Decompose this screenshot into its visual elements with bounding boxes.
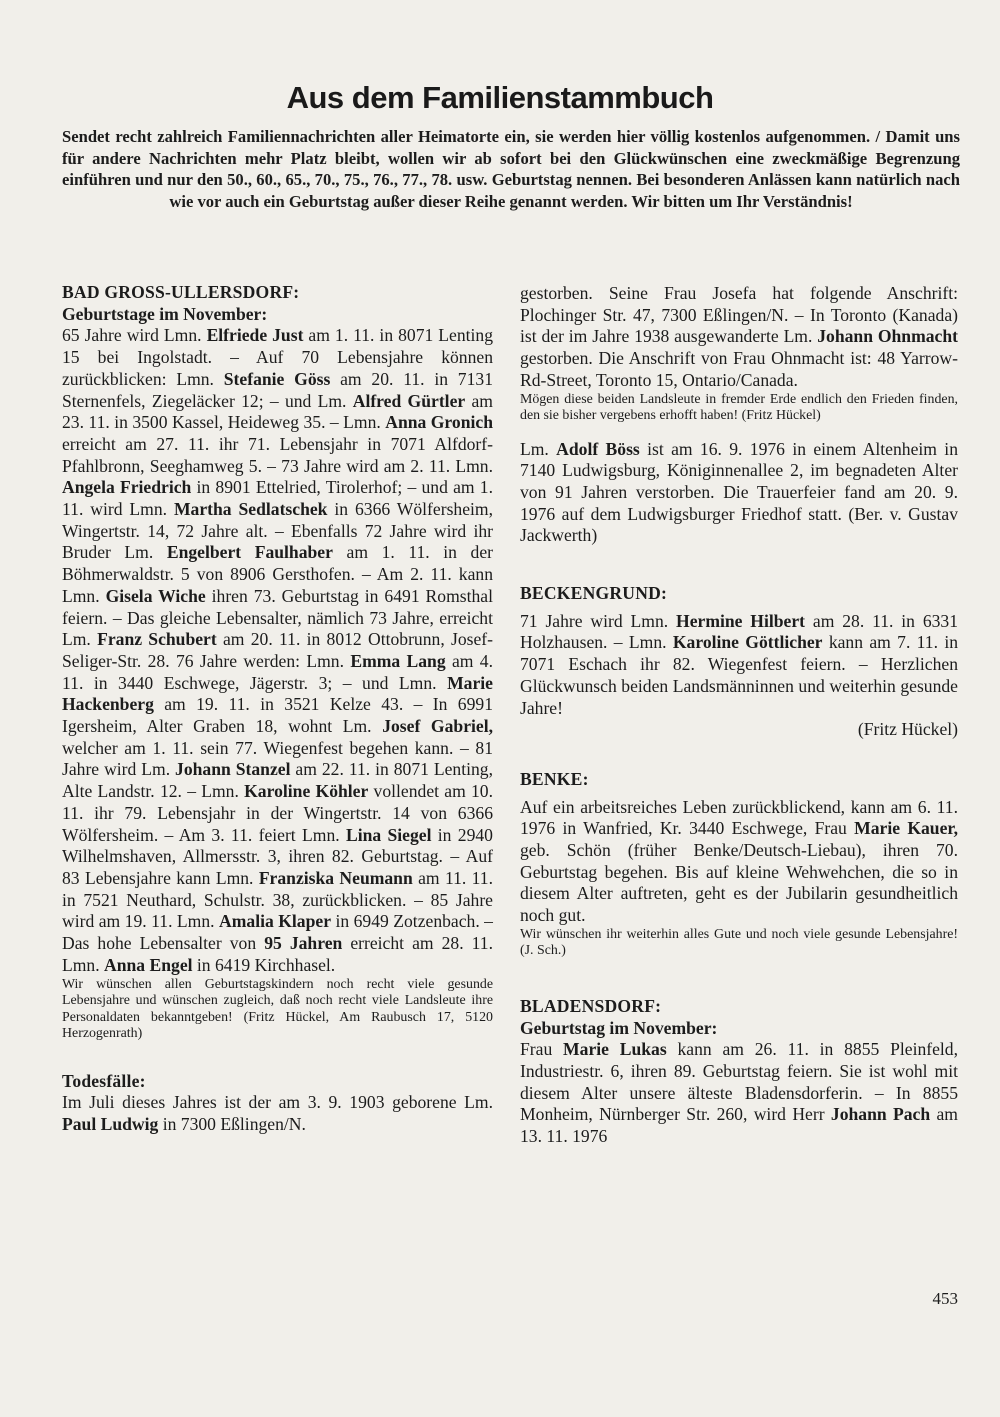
closing-note: Mögen diese beiden Landsleute in fremder Erde endlich den Frieden finden, den sie bisher vergebens erhofft haben! (Fritz Hückel) bbox=[520, 391, 958, 424]
closing-note: Wir wünschen allen Geburtstagskindern noch recht viele gesunde Lebensjahre und wünschen zugleich, daß noch recht viele Landsleute ihre Personaldaten bekanntgeben! (Fritz Hückel, Am Raubusch 17, 5120 Herzogenrath) bbox=[62, 976, 493, 1041]
section-heading-benke: BENKE: bbox=[520, 768, 589, 789]
article-paragraph: Auf ein arbeitsreiches Leben zurückblickend, kann am 6. 11. 1976 in Wanfried, Kr. 3440 Eschwege, Frau Marie Kauer, geb. Schön (früher Benke/Deutsch-Liebau), ihren 70. Geburtstag begehen. Bis auf kleine Wehwehchen, die so in diesem Alter auftreten, geht es der Jubilarin gesundheitlich noch gut. bbox=[520, 796, 958, 926]
section-heading-bladensdorf: BLADENSDORF: bbox=[520, 995, 662, 1016]
section-heading-bad-gross-ullersdorf: BAD GROSS-ULLERSDORF: bbox=[62, 282, 300, 302]
signature: (Fritz Hückel) bbox=[857, 719, 958, 740]
intro-paragraph: Sendet recht zahlreich Familiennachrichten aller Heimatorte ein, sie werden hier völlig kostenlos aufgenommen. / Damit uns für andere Nachrichten mehr Platz bleibt, wollen wir ab sofort bei den Glückwünschen eine zweckmäßige Begrenzung einführen und nur den 50., 60., 65., 70., 75., 76., 77., 78. usw. Geburtstag nennen. Bei besonderen Anlässen kann natürlich nach wie vor auch ein Geburtstag außer dieser Reihe genannt werden. Wir bitten um Ihr Verständnis! bbox=[62, 127, 960, 211]
section-heading-todesfaelle: Todesfälle: bbox=[62, 1070, 146, 1091]
left-column bbox=[62, 282, 493, 1136]
section-subheading: Geburtstage im November: bbox=[62, 303, 268, 324]
section-subheading: Geburtstag im November: bbox=[520, 1017, 718, 1038]
closing-note: Wir wünschen ihr weiterhin alles Gute und noch viele gesunde Lebensjahre! (J. Sch.) bbox=[520, 926, 958, 959]
page-number: 453 bbox=[932, 1289, 958, 1308]
article-paragraph: Frau Marie Lukas kann am 26. 11. in 8855 Pleinfeld, Industriestr. 6, ihren 89. Geburtstag feiern. Sie ist wohl mit diesem Alter unsere älteste Bladensdorferin. – In 8855 Monheim, Nürnberger Str. 260, wird Herr Johann Pach am 13. 11. 1976 bbox=[520, 1039, 959, 1147]
article-paragraph: Im Juli dieses Jahres ist der am 3. 9. 1903 geborene Lm. Paul Ludwig in 7300 Eßlingen/N. bbox=[62, 1092, 493, 1134]
article-paragraph: 71 Jahre wird Lmn. Hermine Hilbert am 28. 11. in 6331 Holzhausen. – Lmn. Karoline Göttlicher kann am 7. 11. in 7071 Eschach ihr 82. Wiegenfest feiern. – Herzlichen Glückwunsch beiden Landsmänninnen und weiterhin gesunde Jahre! bbox=[520, 610, 959, 718]
article-paragraph: gestorben. Seine Frau Josefa hat folgende Anschrift: Plochinger Str. 47, 7300 Eßlingen/N. – In Toronto (Kanada) ist der im Jahre 1938 ausgewanderte Lm. Johann Ohnmacht gestorben. Die Anschrift von Frau Ohnmacht ist: 48 Yarrow-Rd-Street, Toronto 15, Ontario/Canada. bbox=[520, 283, 958, 390]
section-heading-beckengrund: BECKENGRUND: bbox=[520, 583, 668, 604]
article-paragraph: Lm. Adolf Böss ist am 16. 9. 1976 in einem Altenheim in 7140 Ludwigsburg, Königinnenallee 2, im begnadeten Alter von 91 Jahren verstorben. Die Trauerfeier fand am 20. 9. 1976 auf dem Ludwigsburger Friedhof statt. (Ber. v. Gustav Jackwerth) bbox=[520, 438, 958, 546]
page-title: Aus dem Familienstammbuch bbox=[286, 80, 714, 115]
right-column bbox=[520, 283, 958, 1148]
article-paragraph: 65 Jahre wird Lmn. Elfriede Just am 1. 11. in 8071 Lenting 15 bei Ingolstadt. – Auf 70 Lebensjahre können zurückblicken: Lmn. Stefanie Göss am 20. 11. in 7131 Sternenfels, Ziegeläcker 12; – und Lm. Alfred Gürtler am 23. 11. in 3500 Kassel, Heideweg 35. – Lmn. Anna Gronich erreicht am 27. 11. ihr 71. Lebensjahr in 7071 Alfdorf-Pfahlbronn, Seeghamweg 5. – 73 Jahre wird am 2. 11. Lmn. Angela Friedrich in 8901 Ettelried, Tirolerhof; – und am 1. 11. wird Lmn. Martha Sedlatschek in 6366 Wölfersheim, Wingertstr. 14, 72 Jahre alt. – Ebenfalls 72 Jahre wird ihr Bruder Lm. Engelbert Faulhaber am 1. 11. in der Böhmerwaldstr. 5 von 8906 Gersthofen. – Am 2. 11. kann Lmn. Gisela Wiche ihren 73. Geburtstag in 6491 Romsthal feiern. – Das gleiche Lebensalter, nämlich 73 Jahre, erreicht Lm. Franz Schubert am 20. 11. in 8012 Ottobrunn, Josef-Seliger-Str. 28. 76 Jahre werden: Lmn. Emma Lang am 4. 11. in 3440 Eschwege, Jägerstr. 3; – und Lmn. Marie Hackenberg am 19. 11. in 3521 Kelze 43. – In 6991 Igersheim, Alter Graben 18, wohnt Lm. Josef Gabriel, welcher am 1. 11. sein 77. Wiegenfest begehen kann. – 81 Jahre wird Lm. Johann Stanzel am 22. 11. in 8071 Lenting, Alte Landstr. 12. – Lmn. Karoline Köhler vollendet am 10. 11. ihr 79. Lebensjahr in der Wingertstr. 14 von 6366 Wölfersheim. – Am 3. 11. feiert Lmn. Lina Siegel in 2940 Wilhelmshaven, Allmersstr. 3, ihren 82. Geburtstag. – Auf 83 Lebensjahre kann Lmn. Franziska Neumann am 11. 11. in 7521 Neuthard, Schulstr. 38, zurückblicken. – 85 Jahre wird am 19. 11. Lmn. Amalia Klaper in 6949 Zotzenbach. – Das hohe Lebensalter von 95 Jahren erreicht am 28. 11. Lmn. Anna Engel in 6419 Kirchhasel. bbox=[62, 325, 494, 975]
